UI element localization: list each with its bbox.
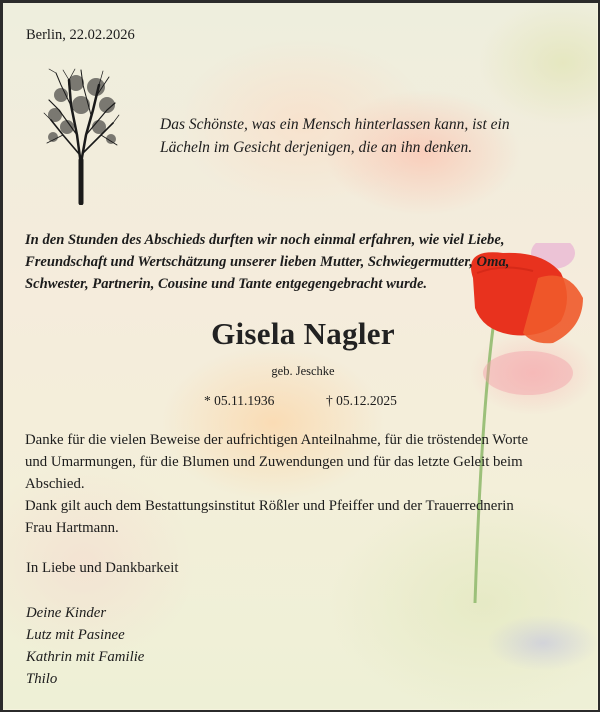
signers-list — [26, 602, 144, 690]
thanks-line: und Umarmungen, für die Blumen und Zuwendungen und für das letzte Geleit beim — [25, 454, 523, 470]
quote — [160, 113, 590, 159]
thanks-line: Frau Hartmann. — [25, 520, 119, 536]
birth-date: * 05.11.1936 — [204, 393, 275, 408]
death-date: † 05.12.2025 — [326, 393, 397, 408]
signer: Lutz mit Pasinee — [26, 627, 125, 643]
intro-text — [25, 229, 595, 295]
signer: Thilo — [26, 671, 58, 687]
signer: Deine Kinder — [26, 605, 107, 621]
quote-line: Lächeln im Gesicht derjenigen, die an ihn denken. — [160, 139, 473, 156]
thanks-line: Dank gilt auch dem Bestattungsinstitut Rößler und Pfeiffer und der Trauerrednerin — [25, 498, 514, 514]
thanks-line: Danke für die vielen Beweise der aufrichtigen Anteilnahme, für die tröstenden Worte — [25, 432, 529, 448]
intro-line: In den Stunden des Abschieds durften wir noch einmal erfahren, wie viel Liebe, — [25, 232, 505, 248]
thanks-line: Abschied. — [25, 476, 85, 492]
place-date: Berlin, 22.02.2026 — [26, 27, 135, 43]
quote-line: Das Schönste, was ein Mensch hinterlassen kann, ist ein — [160, 116, 510, 133]
obituary-card — [3, 3, 598, 710]
bare-tree-icon — [41, 65, 121, 205]
closing-phrase: In Liebe und Dankbarkeit — [26, 560, 179, 576]
signer: Kathrin mit Familie — [26, 649, 145, 665]
maiden-name: geb. Jeschke — [271, 364, 335, 378]
poppy-flower-image — [443, 243, 598, 603]
thanks-text — [25, 429, 585, 539]
intro-line: Freundschaft und Wertschätzung unserer lieben Mutter, Schwiegermutter, Oma, — [25, 254, 510, 270]
deceased-name: Gisela Nagler — [211, 316, 395, 351]
intro-line: Schwester, Partnerin, Cousine und Tante entgegengebracht wurde. — [25, 276, 428, 292]
